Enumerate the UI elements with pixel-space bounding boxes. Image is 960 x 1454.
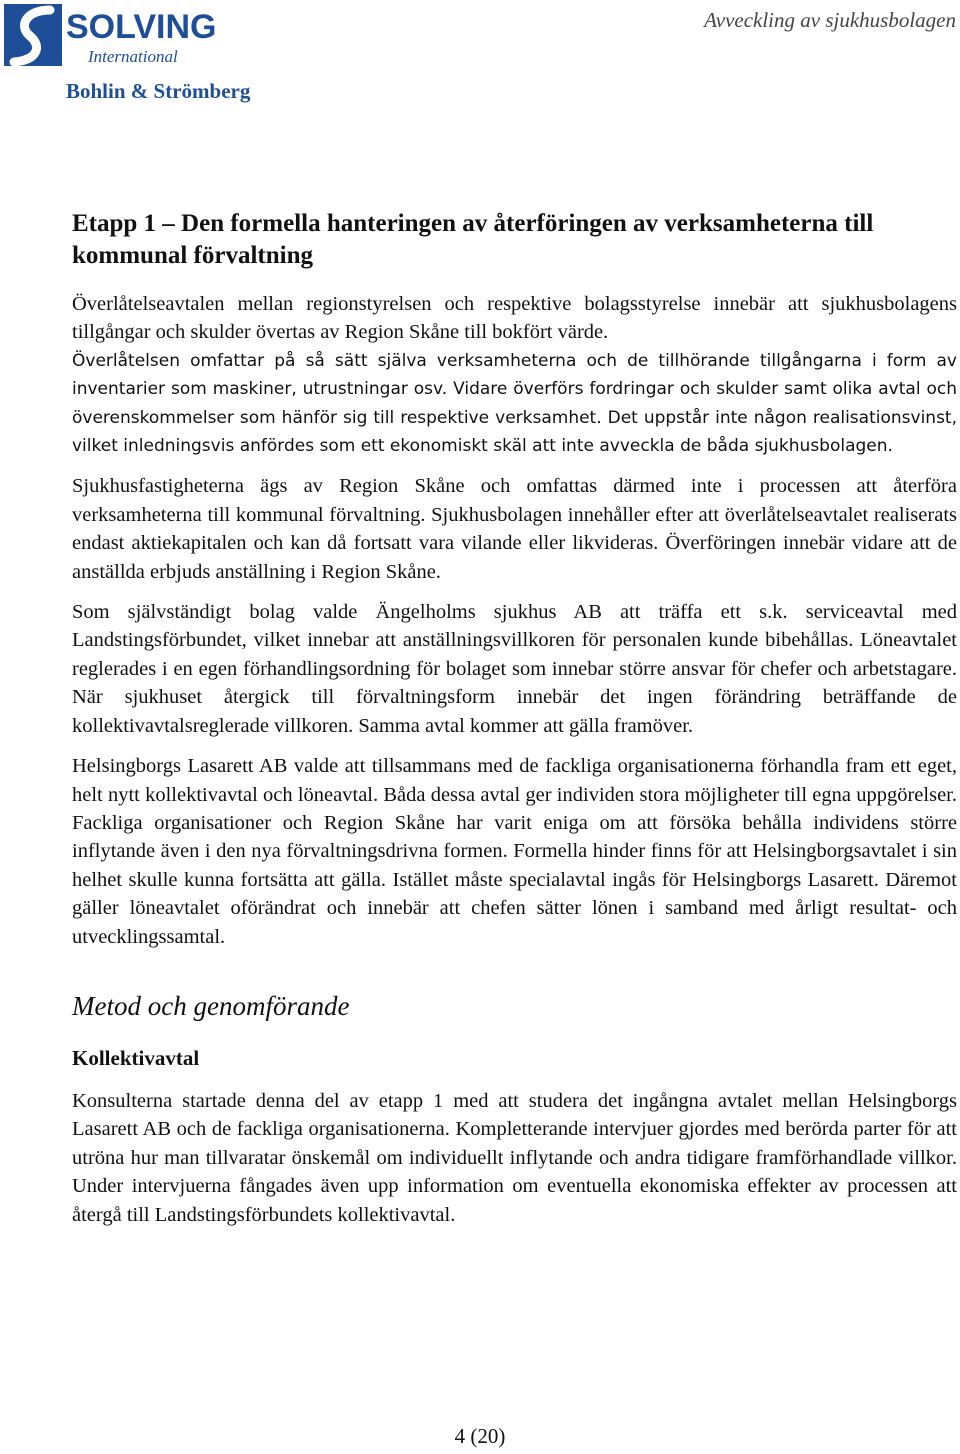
paragraph-angelholm: Som självständigt bolag valde Ängelholms sjukhus AB att träffa ett s.k. serviceavtal med Landstingsförbundet, vilket innebar att anställningsvillkoren för personalen kunde bibehållas. Löneavtalet reglerades i en egen förhandlingsordning för bolaget som innebar större ansvar för chefer och arbetstagare. När sjukhuset återgick till förvaltningsform innebär det ingen förändring beträffande de kollektivavtalsreglerade villkoren. Samma avtal kommer att gälla framöver. <box>72 601 957 737</box>
section-heading: Etapp 1 – Den formella hanteringen av återföringen av verksamheterna till kommunal förvaltning <box>72 210 874 269</box>
solving-logo-graphic <box>4 4 266 104</box>
paragraph-overlatelse-sans: Överlåtelsen omfattar på så sätt själva verksamheterna och de tillhörande tillgångarna i form av inventarier som maskiner, utrustningar osv. Vidare överförs fordringar och skulder samt olika avtal och överenskommelser som hänför sig till respektive verksamhet. Det uppstår inte någon realisationsvinst, vilket inledningsvis anfördes som ett ekonomiskt skäl att inte avveckla de båda sjukhusbolagen. <box>72 350 957 457</box>
paragraph-serif-part: Överlåtelseavtalen mellan regionstyrelsen och respektive bolagsstyrelse innebär att sjukhusbolagens tillgångar och skulder övertas av Region Skåne till bokfört värde. <box>72 293 957 344</box>
paragraph-overlatelseavtal <box>72 290 957 347</box>
page-content <box>72 208 957 1241</box>
paragraph-sjukhusfastigheter: Sjukhusfastigheterna ägs av Region Skåne och omfattas därmed inte i processen att återföra verksamheterna till kommunal förvaltning. Sjukhusbolagen innehåller efter att överlåtelseavtalet realiserats endast aktiekapitalen och kan då fortsatt vara vilande eller likvideras. Överföringen innebär vidare att de anställda erbjuds anställning i Region Skåne. <box>72 475 957 583</box>
logo-subtitle-text: International <box>88 47 178 66</box>
logo-partner-text: Bohlin & Strömberg <box>66 79 251 103</box>
metod-heading: Metod och genomförande <box>72 990 350 1021</box>
logo-brand-text: SOLVING <box>66 8 217 46</box>
kollektivavtal-subheading: Kollektivavtal <box>72 1045 200 1070</box>
paragraph-helsingborg: Helsingborgs Lasarett AB valde att tillsammans med de fackliga organisationerna förhandla fram ett eget, helt nytt kollektivavtal och löneavtal. Båda dessa avtal ger individen stora möjligheter till egna uppgörelser. Fackliga organisationer och Region Skåne har varit eniga om att försöka behålla individens större inflytande även i den nya förvaltningsdrivna formen. Formella hinder finns för att Helsingborgsavtalet i sin helhet skulle kunna fortsätta att gälla. Istället måste specialavtal ingås för Helsingborgs Lasarett. Däremot gäller löneavtalet oförändrat och innebär att chefen sätter lönen i samband med årligt resultat- och utvecklingssamtal. <box>72 755 957 948</box>
running-header: Avveckling av sjukhusbolagen <box>704 8 956 32</box>
paragraph-kollektivavtal: Konsulterna startade denna del av etapp 1 med att studera det ingångna avtalet mellan Helsingborgs Lasarett AB och de fackliga organisationerna. Kompletterande intervjuer gjordes med berörda parter för att utröna hur man tillvaratar önskemål om individuellt inflytande och andra tidigare framförhandlade villkor. Under intervjuerna fångades även upp information om eventuella ekonomiska effekter av processen att återgå till Landstingsförbundets kollektivavtal. <box>72 1089 957 1226</box>
company-logo <box>4 4 266 104</box>
page-number: 4 (20) <box>454 1424 506 1448</box>
